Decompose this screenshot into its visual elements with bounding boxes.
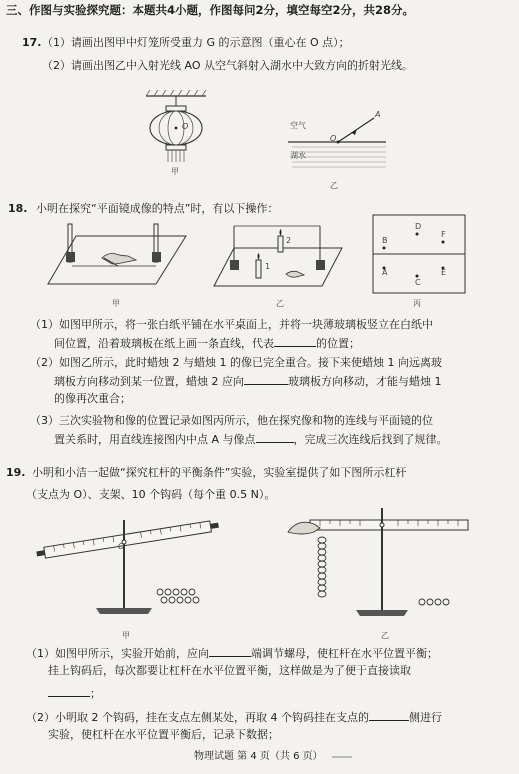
air-label: 空气: [290, 121, 306, 130]
page-footer: 物理试题 第 4 页（共 6 页）: [194, 751, 323, 762]
candle-2-label: 2: [286, 236, 292, 245]
q18-number: 18.: [8, 202, 28, 215]
q19-part2-text-b: 侧进行: [408, 711, 442, 724]
q17-caption-jia: 甲: [171, 167, 179, 176]
q19-part1-line1: [26, 646, 438, 661]
q19-caption-yi: 乙: [381, 631, 389, 640]
q19-part1-text-c: ；: [90, 687, 101, 700]
q18-part3-line2: [54, 432, 448, 447]
q18-caption-yi: 乙: [276, 299, 284, 308]
q19-part1-text-a: （1）如图甲所示，实验开始前，应向: [26, 647, 209, 660]
q19-number: 19.: [6, 466, 26, 479]
lantern-center-label: O: [182, 122, 189, 131]
q18-caption-jia: 甲: [112, 299, 120, 308]
q18-part2-text-a: 璃板方向移动到某一位置，蜡烛 2 应向: [54, 375, 244, 388]
q18-part1-line1: （1）如图甲所示，将一张白纸平铺在水平桌面上，并将一块薄玻璃板竖立在白纸中: [30, 318, 433, 331]
point-a-label-bing: A: [382, 268, 388, 277]
q18-blank-3[interactable]: [256, 432, 294, 443]
q18-part1-text-a: 间位置，沿着玻璃板在纸上画一条直线，代表: [54, 337, 274, 350]
q18-blank-2[interactable]: [244, 374, 288, 385]
q18-blank-1[interactable]: [274, 336, 316, 347]
q18-part2-line2: [54, 374, 442, 389]
mirror-figure-jia: [44, 222, 190, 294]
q18-part2-line1: （2）如图乙所示，此时蜡烛 2 与蜡烛 1 的像已完全重合。接下来使蜡烛 1 向远离玻: [30, 356, 442, 369]
q19-stem-line2: （支点为 O）、支架、10 个钩码（每个重 0.5 N）。: [26, 488, 276, 501]
mirror-figure-yi: [210, 216, 344, 296]
q19-blank-3[interactable]: [369, 710, 409, 721]
point-c-label: C: [415, 278, 421, 287]
q18-part1-line2: [54, 336, 360, 351]
q19-part2-line1: [26, 710, 442, 725]
point-b-label: B: [382, 236, 388, 245]
q18-caption-bing: 丙: [413, 299, 421, 308]
q19-part1-line2: 挂上钩码后，每次都要让杠杆在水平位置平衡，这样做是为了便于直接读取: [48, 664, 411, 677]
q17-part2: （2）请画出图乙中入射光线 AO 从空气斜射入湖水中大致方向的折射光线。: [42, 59, 413, 72]
q17-part1: （1）请画出图甲中灯笼所受重力 G 的示意图（重心在 O 点）；: [42, 36, 350, 49]
q17-number: 17.: [22, 36, 42, 49]
footer-mark: [332, 756, 352, 758]
point-d-label: D: [415, 222, 422, 231]
q19-caption-jia: 甲: [122, 631, 130, 640]
q19-stem-line1: 小明和小洁一起做“探究杠杆的平衡条件”实验，实验室提供了如下图所示杠杆: [32, 466, 407, 479]
q18-part3-line1: （3）三次实验物和像的位置记录如图丙所示，他在探究像和物的连线与平面镜的位: [30, 414, 433, 427]
lever-figure-jia: [32, 500, 222, 622]
q18-part1-text-b: 的位置；: [316, 337, 360, 350]
q18-part3-text-b: ，完成三次连线后找到了规律。: [293, 433, 448, 446]
q19-part1-text-b: 端调节螺母，使杠杆在水平位置平衡；: [251, 647, 438, 660]
lantern-figure: [132, 90, 218, 166]
point-f-label: F: [441, 230, 446, 239]
q18-part2-line3: 的像再次重合；: [54, 392, 131, 405]
q18-part2-text-b: 玻璃板方向移动，才能与蜡烛 1: [288, 375, 442, 388]
q19-part2-line2: 实验，使杠杆在水平位置平衡后，记录下数据；: [48, 728, 279, 741]
q19-part2-text-a: （2）小明取 2 个钩码，挂在支点左侧某处，再取 4 个钩码挂在支点的: [26, 711, 369, 724]
q19-blank-1[interactable]: [209, 646, 251, 657]
q19-blank-2[interactable]: [48, 686, 90, 697]
lever-figure-yi: [282, 506, 476, 622]
q17-caption-yi: 乙: [330, 181, 338, 190]
water-label: 湖水: [290, 151, 306, 160]
q19-part1-line3: [48, 686, 101, 701]
candle-1-label: 1: [265, 262, 271, 271]
pivot-label: O: [118, 542, 125, 551]
point-a-label: A: [375, 110, 381, 119]
q18-stem: 小明在探究“平面镜成像的特点”时，有以下操作：: [36, 202, 279, 215]
q18-part3-text-a: 置关系时，用直线连接图内中点 A 与像点: [54, 433, 256, 446]
point-e-label: E: [441, 268, 447, 277]
section-title: 三、作图与实验探究题：本题共4小题，作图每问2分，填空每空2分，共28分。: [6, 3, 415, 17]
incidence-point-label: O: [330, 134, 337, 143]
